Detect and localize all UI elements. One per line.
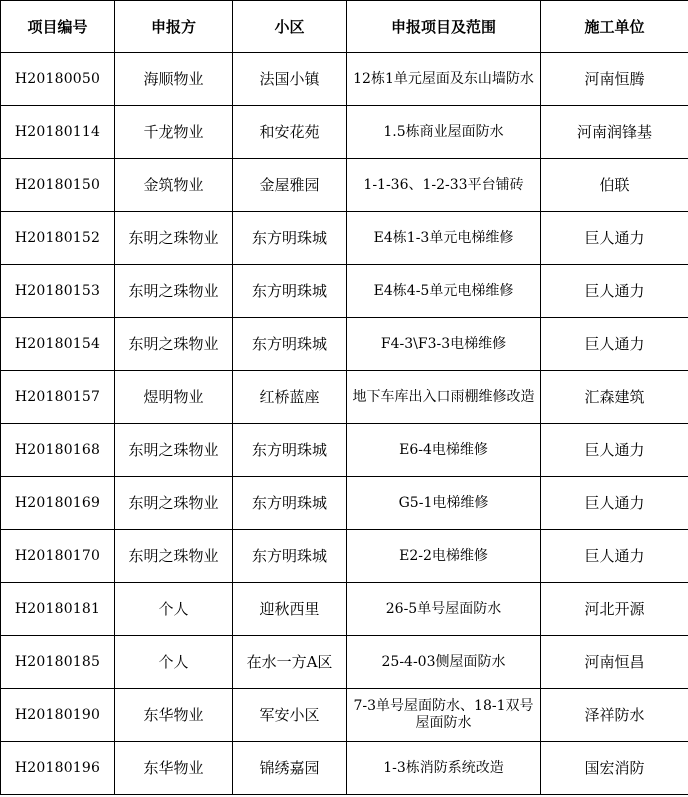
scope-cell: 地下车库出入口雨棚维修改造 (347, 371, 541, 424)
table-row (1, 265, 688, 318)
contractor-cell: 巨人通力 (541, 318, 688, 371)
community-cell: 东方明珠城 (233, 530, 347, 583)
table-header-row (1, 1, 688, 53)
applicant-cell: 东明之珠物业 (115, 265, 233, 318)
scope-cell: 1-1-36、1-2-33平台铺砖 (347, 159, 541, 212)
scope-cell: 7-3单号屋面防水、18-1双号屋面防水 (347, 689, 541, 742)
project-code-cell: H20180196 (1, 742, 115, 795)
community-cell: 金屋雅园 (233, 159, 347, 212)
project-code-cell: H20180170 (1, 530, 115, 583)
applicant-cell: 东明之珠物业 (115, 318, 233, 371)
contractor-cell: 国宏消防 (541, 742, 688, 795)
table-row (1, 424, 688, 477)
scope-cell: 26-5单号屋面防水 (347, 583, 541, 636)
scope-cell: 25-4-03侧屋面防水 (347, 636, 541, 689)
applicant-cell: 东明之珠物业 (115, 424, 233, 477)
scope-cell: E4栋4-5单元电梯维修 (347, 265, 541, 318)
scope-cell: 12栋1单元屋面及东山墙防水 (347, 53, 541, 106)
header-contractor: 施工单位 (541, 1, 688, 53)
community-cell: 迎秋西里 (233, 583, 347, 636)
project-code-cell: H20180150 (1, 159, 115, 212)
table-row (1, 53, 688, 106)
applicant-cell: 东华物业 (115, 689, 233, 742)
contractor-cell: 河北开源 (541, 583, 688, 636)
header-applicant: 申报方 (115, 1, 233, 53)
applicant-cell: 金筑物业 (115, 159, 233, 212)
contractor-cell: 泽祥防水 (541, 689, 688, 742)
contractor-cell: 汇森建筑 (541, 371, 688, 424)
project-code-cell: H20180185 (1, 636, 115, 689)
community-cell: 和安花苑 (233, 106, 347, 159)
scope-cell: F4-3\F3-3电梯维修 (347, 318, 541, 371)
table-row (1, 477, 688, 530)
applicant-cell: 东明之珠物业 (115, 477, 233, 530)
project-code-cell: H20180152 (1, 212, 115, 265)
project-code-cell: H20180114 (1, 106, 115, 159)
header-scope: 申报项目及范围 (347, 1, 541, 53)
applicant-cell: 煜明物业 (115, 371, 233, 424)
header-community: 小区 (233, 1, 347, 53)
table-row (1, 159, 688, 212)
scope-cell: E4栋1-3单元电梯维修 (347, 212, 541, 265)
contractor-cell: 巨人通力 (541, 212, 688, 265)
project-code-cell: H20180181 (1, 583, 115, 636)
table-row (1, 371, 688, 424)
applicant-cell: 千龙物业 (115, 106, 233, 159)
project-code-cell: H20180169 (1, 477, 115, 530)
scope-cell: 1.5栋商业屋面防水 (347, 106, 541, 159)
applicant-cell: 东明之珠物业 (115, 530, 233, 583)
contractor-cell: 河南恒昌 (541, 636, 688, 689)
project-code-cell: H20180190 (1, 689, 115, 742)
table-row (1, 636, 688, 689)
table-row (1, 742, 688, 795)
applicant-cell: 东华物业 (115, 742, 233, 795)
community-cell: 东方明珠城 (233, 318, 347, 371)
contractor-cell: 巨人通力 (541, 424, 688, 477)
contractor-cell: 河南恒腾 (541, 53, 688, 106)
community-cell: 在水一方A区 (233, 636, 347, 689)
table-row (1, 689, 688, 742)
project-code-cell: H20180168 (1, 424, 115, 477)
table-row (1, 318, 688, 371)
contractor-cell: 河南润锋基 (541, 106, 688, 159)
community-cell: 锦绣嘉园 (233, 742, 347, 795)
table-row (1, 530, 688, 583)
community-cell: 法国小镇 (233, 53, 347, 106)
table-row (1, 106, 688, 159)
project-code-cell: H20180050 (1, 53, 115, 106)
scope-cell: E2-2电梯维修 (347, 530, 541, 583)
contractor-cell: 巨人通力 (541, 265, 688, 318)
project-code-cell: H20180154 (1, 318, 115, 371)
project-code-cell: H20180153 (1, 265, 115, 318)
community-cell: 东方明珠城 (233, 212, 347, 265)
applicant-cell: 海顺物业 (115, 53, 233, 106)
contractor-cell: 巨人通力 (541, 530, 688, 583)
applicant-cell: 个人 (115, 583, 233, 636)
scope-cell: 1-3栋消防系统改造 (347, 742, 541, 795)
table-row (1, 212, 688, 265)
community-cell: 东方明珠城 (233, 477, 347, 530)
project-code-cell: H20180157 (1, 371, 115, 424)
community-cell: 红桥蓝座 (233, 371, 347, 424)
community-cell: 东方明珠城 (233, 265, 347, 318)
table-row (1, 583, 688, 636)
contractor-cell: 巨人通力 (541, 477, 688, 530)
contractor-cell: 伯联 (541, 159, 688, 212)
table-body (1, 53, 688, 795)
applicant-cell: 个人 (115, 636, 233, 689)
community-cell: 东方明珠城 (233, 424, 347, 477)
scope-cell: G5-1电梯维修 (347, 477, 541, 530)
community-cell: 军安小区 (233, 689, 347, 742)
applicant-cell: 东明之珠物业 (115, 212, 233, 265)
scope-cell: E6-4电梯维修 (347, 424, 541, 477)
header-project-code: 项目编号 (1, 1, 115, 53)
